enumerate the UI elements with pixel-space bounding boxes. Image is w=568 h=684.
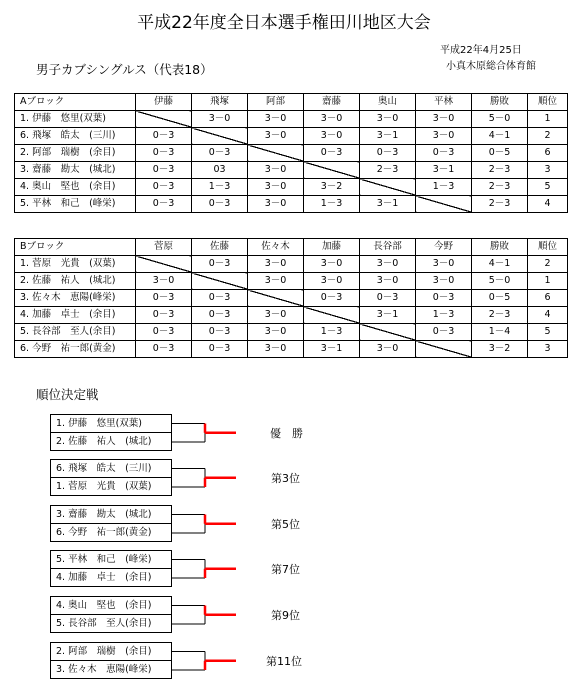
- win-loss-cell: 1－4: [472, 324, 528, 341]
- rank-cell: 3: [528, 341, 568, 358]
- score-cell: 0－3: [192, 341, 248, 358]
- score-cell: 3－0: [360, 111, 416, 128]
- playoff-player-top: 2. 阿部 瑞樹 (余目): [56, 646, 152, 657]
- playoff-player-bottom: 1. 菅原 光貴 (双葉): [51, 477, 171, 495]
- score-cell: 0－3: [304, 290, 360, 307]
- score-cell: 0－3: [192, 324, 248, 341]
- column-header: 平林: [416, 94, 472, 111]
- score-cell: 3－0: [248, 273, 304, 290]
- playoff-match: [50, 642, 172, 679]
- score-cell: 3－0: [248, 256, 304, 273]
- column-header: 伊藤: [136, 94, 192, 111]
- playoff-player-bottom: 5. 長谷部 至人(余目): [51, 614, 171, 632]
- score-cell: 3－0: [248, 128, 304, 145]
- column-header: 長谷部: [360, 239, 416, 256]
- score-cell: 3－0: [248, 196, 304, 213]
- playoff-result: 優 勝: [270, 426, 303, 440]
- venue-name: 小真木原総合体育館: [446, 61, 536, 72]
- rank-cell: 1: [528, 273, 568, 290]
- score-cell: 0－3: [136, 145, 192, 162]
- player-name: 4. 加藤 卓士 (余目): [15, 307, 136, 324]
- rank-cell: 2: [528, 256, 568, 273]
- score-cell: 2－3: [360, 162, 416, 179]
- score-cell: 3－0: [304, 111, 360, 128]
- event-category: 男子カブシングルス（代表18）: [36, 62, 213, 77]
- score-cell: 0－3: [304, 145, 360, 162]
- win-loss-cell: 2－3: [472, 307, 528, 324]
- playoff-result: 第3位: [271, 471, 300, 485]
- column-header: 加藤: [304, 239, 360, 256]
- win-loss-cell: 2－3: [472, 162, 528, 179]
- win-loss-cell: 0－5: [472, 145, 528, 162]
- score-cell: 3－0: [360, 256, 416, 273]
- score-cell: 3－0: [136, 273, 192, 290]
- playoff-player-top: 4. 奥山 堅也 (余目): [56, 600, 152, 611]
- score-cell: 3－0: [416, 273, 472, 290]
- block-name: Bブロック: [15, 239, 136, 256]
- score-cell: 0－3: [192, 256, 248, 273]
- column-header: 順位: [528, 94, 568, 111]
- score-cell: 0－3: [192, 196, 248, 213]
- score-cell: 3－0: [416, 111, 472, 128]
- score-cell: 1－3: [192, 179, 248, 196]
- playoff-result: 第11位: [266, 654, 302, 668]
- score-cell: 3－1: [360, 307, 416, 324]
- column-header: 奥山: [360, 94, 416, 111]
- score-cell: 3－0: [248, 307, 304, 324]
- player-name: 3. 齋藤 勘太 (城北): [15, 162, 136, 179]
- column-header: 佐藤: [192, 239, 248, 256]
- score-cell: 3－1: [304, 341, 360, 358]
- score-cell: 0－3: [136, 307, 192, 324]
- column-header: 齋藤: [304, 94, 360, 111]
- column-header: 菅原: [136, 239, 192, 256]
- score-cell: 3－0: [248, 162, 304, 179]
- score-cell: 0－3: [136, 162, 192, 179]
- playoff-match: [50, 505, 172, 542]
- score-cell: 3－0: [304, 273, 360, 290]
- player-name: 3. 佐々木 恵陽(峰栄): [15, 290, 136, 307]
- page-title: 平成22年度全日本選手権田川地区大会: [137, 13, 431, 33]
- rank-cell: 6: [528, 290, 568, 307]
- score-cell: 0－3: [136, 196, 192, 213]
- score-cell: 3－0: [248, 324, 304, 341]
- score-cell: 1－3: [416, 307, 472, 324]
- win-loss-cell: 4－1: [472, 128, 528, 145]
- score-cell: 3－0: [248, 179, 304, 196]
- playoff-player-bottom: 2. 佐藤 祐人 (城北): [51, 432, 171, 450]
- column-header: 佐々木: [248, 239, 304, 256]
- playoff-match: [50, 596, 172, 633]
- score-cell: 3－0: [304, 256, 360, 273]
- score-cell: 0－3: [136, 341, 192, 358]
- playoff-player-top: 6. 飛塚 皓太 (三川): [56, 463, 152, 474]
- score-cell: 0－3: [360, 145, 416, 162]
- score-cell: 0－3: [136, 290, 192, 307]
- playoff-match: [50, 550, 172, 587]
- score-cell: 3－1: [360, 128, 416, 145]
- column-header: 阿部: [248, 94, 304, 111]
- score-cell: 3－0: [360, 341, 416, 358]
- score-cell: 3－2: [304, 179, 360, 196]
- playoff-player-top: 1. 伊藤 悠里(双葉): [56, 418, 142, 429]
- player-name: 5. 平林 和己 (峰栄): [15, 196, 136, 213]
- win-loss-cell: 4－1: [472, 256, 528, 273]
- score-cell: 0－3: [192, 307, 248, 324]
- score-cell: 3－0: [416, 128, 472, 145]
- score-cell: 3－1: [416, 162, 472, 179]
- column-header: 順位: [528, 239, 568, 256]
- score-cell: 3－0: [192, 111, 248, 128]
- score-cell: 1－3: [304, 196, 360, 213]
- score-cell: 3－0: [416, 256, 472, 273]
- column-header: 今野: [416, 239, 472, 256]
- score-cell: 1－3: [304, 324, 360, 341]
- score-cell: 03: [192, 162, 248, 179]
- score-cell: 0－3: [360, 290, 416, 307]
- player-name: 6. 飛塚 皓太 (三川): [15, 128, 136, 145]
- win-loss-cell: 5－0: [472, 111, 528, 128]
- column-header: 勝敗: [472, 94, 528, 111]
- score-cell: 3－0: [248, 111, 304, 128]
- playoff-player-bottom: 3. 佐々木 恵陽(峰栄): [51, 660, 171, 678]
- playoff-player-bottom: 6. 今野 祐一郎(黄金): [51, 523, 171, 541]
- player-name: 2. 阿部 瑞樹 (余目): [15, 145, 136, 162]
- player-name: 1. 菅原 光貴 (双葉): [15, 256, 136, 273]
- win-loss-cell: 0－5: [472, 290, 528, 307]
- rank-cell: 6: [528, 145, 568, 162]
- score-cell: 3－0: [360, 273, 416, 290]
- playoff-match: [50, 414, 172, 451]
- rank-cell: 4: [528, 196, 568, 213]
- player-name: 2. 佐藤 祐人 (城北): [15, 273, 136, 290]
- column-header: 飛塚: [192, 94, 248, 111]
- rank-cell: 5: [528, 179, 568, 196]
- rank-cell: 5: [528, 324, 568, 341]
- rank-cell: 4: [528, 307, 568, 324]
- playoff-result: 第5位: [271, 517, 300, 531]
- score-cell: 3－0: [248, 341, 304, 358]
- block-name: Aブロック: [15, 94, 136, 111]
- playoff-heading: 順位決定戦: [36, 387, 99, 402]
- playoff-result: 第9位: [271, 608, 300, 622]
- score-cell: 0－3: [416, 145, 472, 162]
- playoff-result: 第7位: [271, 562, 300, 576]
- player-name: 5. 長谷部 至人(余目): [15, 324, 136, 341]
- score-cell: 0－3: [136, 179, 192, 196]
- playoff-player-top: 3. 齋藤 勘太 (城北): [56, 509, 152, 520]
- score-cell: 1－3: [416, 179, 472, 196]
- rank-cell: 3: [528, 162, 568, 179]
- score-cell: 0－3: [416, 290, 472, 307]
- player-name: 1. 伊藤 悠里(双葉): [15, 111, 136, 128]
- playoff-player-top: 5. 平林 和己 (峰栄): [56, 554, 152, 565]
- score-cell: 0－3: [416, 324, 472, 341]
- score-cell: 3－0: [304, 128, 360, 145]
- score-cell: 3－1: [360, 196, 416, 213]
- win-loss-cell: 3－2: [472, 341, 528, 358]
- playoff-match: [50, 459, 172, 496]
- score-cell: 0－3: [136, 128, 192, 145]
- player-name: 6. 今野 祐一郎(黄金): [15, 341, 136, 358]
- rank-cell: 2: [528, 128, 568, 145]
- event-date: 平成22年4月25日: [440, 45, 522, 56]
- win-loss-cell: 5－0: [472, 273, 528, 290]
- column-header: 勝敗: [472, 239, 528, 256]
- score-cell: 0－3: [192, 145, 248, 162]
- win-loss-cell: 2－3: [472, 179, 528, 196]
- score-cell: 0－3: [192, 290, 248, 307]
- playoff-player-bottom: 4. 加藤 卓士 (余目): [51, 568, 171, 586]
- score-cell: 0－3: [136, 324, 192, 341]
- rank-cell: 1: [528, 111, 568, 128]
- player-name: 4. 奥山 堅也 (余目): [15, 179, 136, 196]
- win-loss-cell: 2－3: [472, 196, 528, 213]
